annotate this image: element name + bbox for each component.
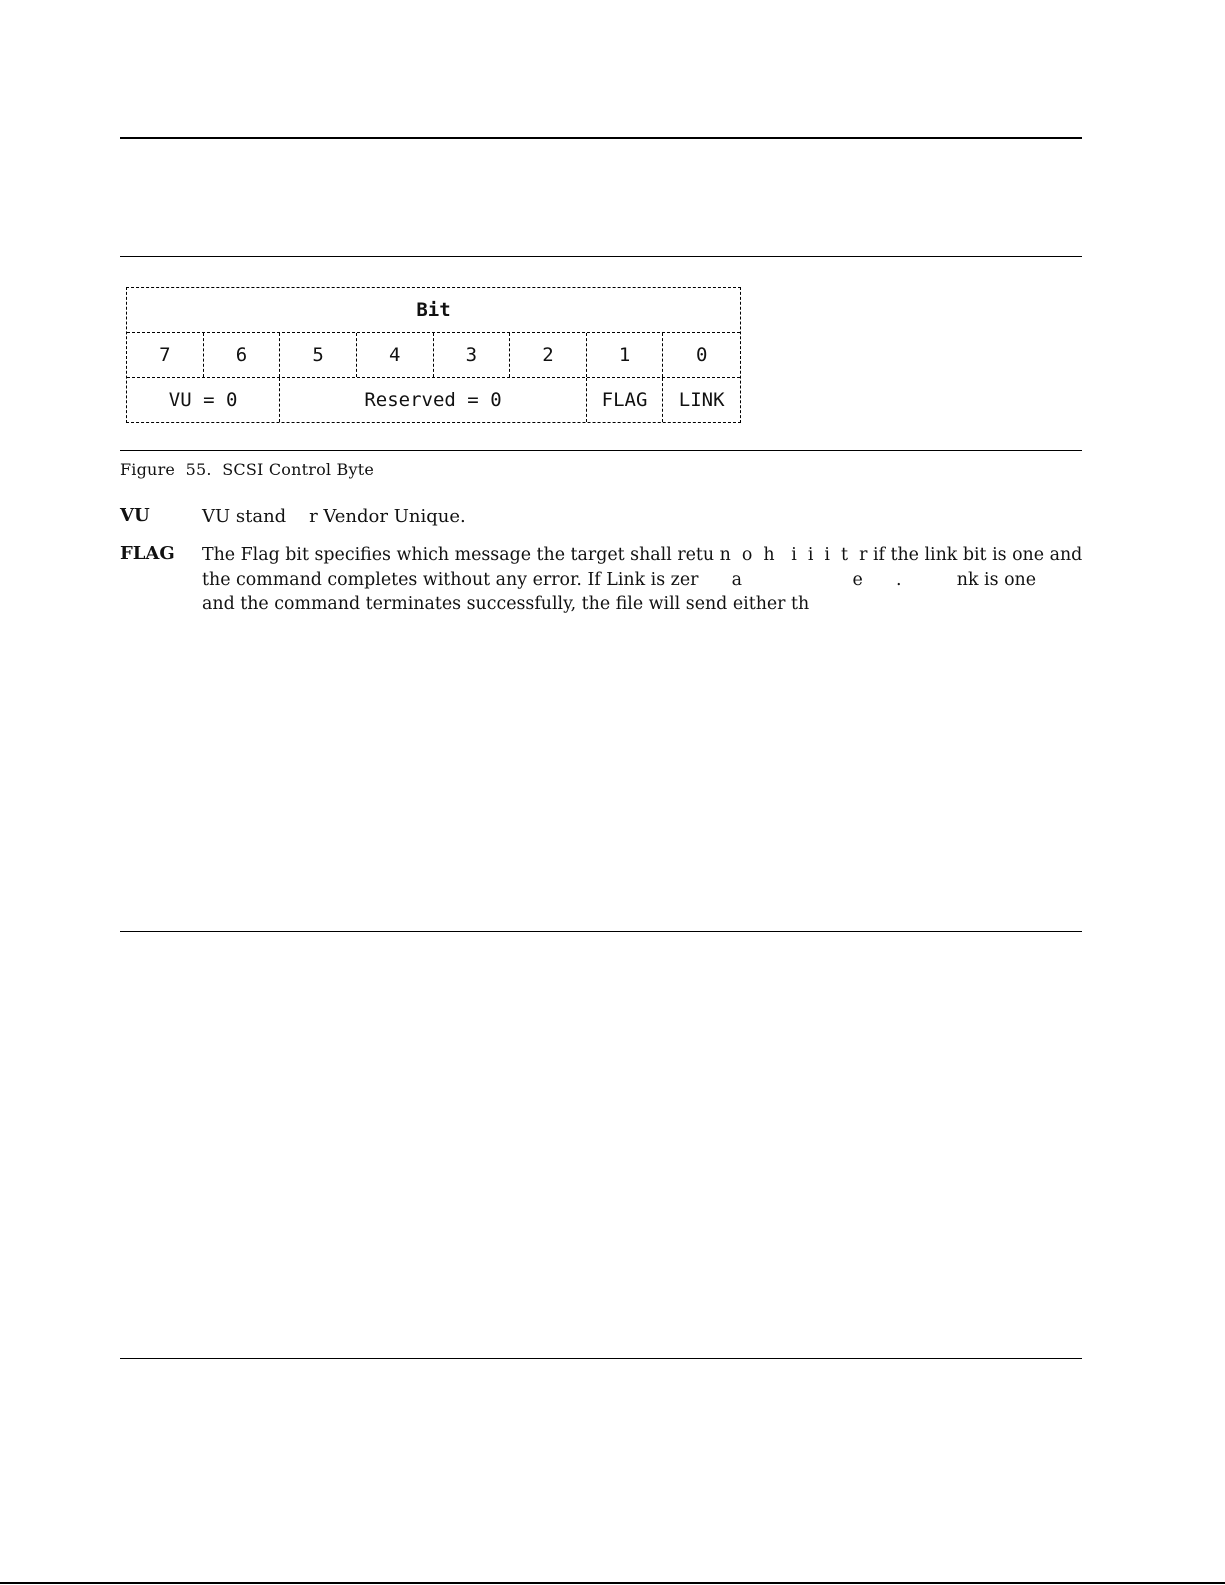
top-rule [120,137,1082,139]
footer-rule [120,1358,1082,1359]
page-bottom-edge [0,1582,1225,1584]
field-cell-link: LINK [678,389,725,411]
term-flag: FLAG [120,543,175,564]
bit-number-cell: 5 [280,333,357,377]
figure-top-rule [120,256,1082,257]
bit-number-row [127,333,740,378]
bit-number-cell: 6 [204,333,281,377]
field-cell-vu: VU = 0 [127,378,280,422]
control-byte-figure [126,287,741,423]
field-cell-reserved: Reserved = 0 [280,378,587,422]
field-row [127,378,740,422]
definition-vu [202,505,1082,530]
bit-number-cell: 3 [434,333,511,377]
bit-header-row [127,288,740,333]
bit-number-cell: 7 [127,333,204,377]
term-vu: VU [120,505,150,526]
bit-number-cell: 1 [587,333,664,377]
bit-number-cell: 0 [695,344,708,366]
definition-line: the command completes without any error. If Link is zer a e . nk is one [202,569,1037,590]
figure-bottom-rule [120,450,1082,451]
bit-number-cell: 4 [357,333,434,377]
section-rule [120,931,1082,932]
definition-line: and the command terminates successfully, the file will send either th [202,594,810,614]
field-cell-flag: FLAG [587,378,664,422]
figure-caption: Figure 55. SCSI Control Byte [120,460,375,479]
definition-flag [202,543,1082,617]
bit-header: Bit [416,299,451,321]
definition-line: The Flag bit specifies which message the target shall retu n o h i i i t r if the link bit is one and [202,545,1083,565]
bit-number-cell: 2 [510,333,587,377]
definition-line: VU stand r Vendor Unique. [202,506,466,527]
